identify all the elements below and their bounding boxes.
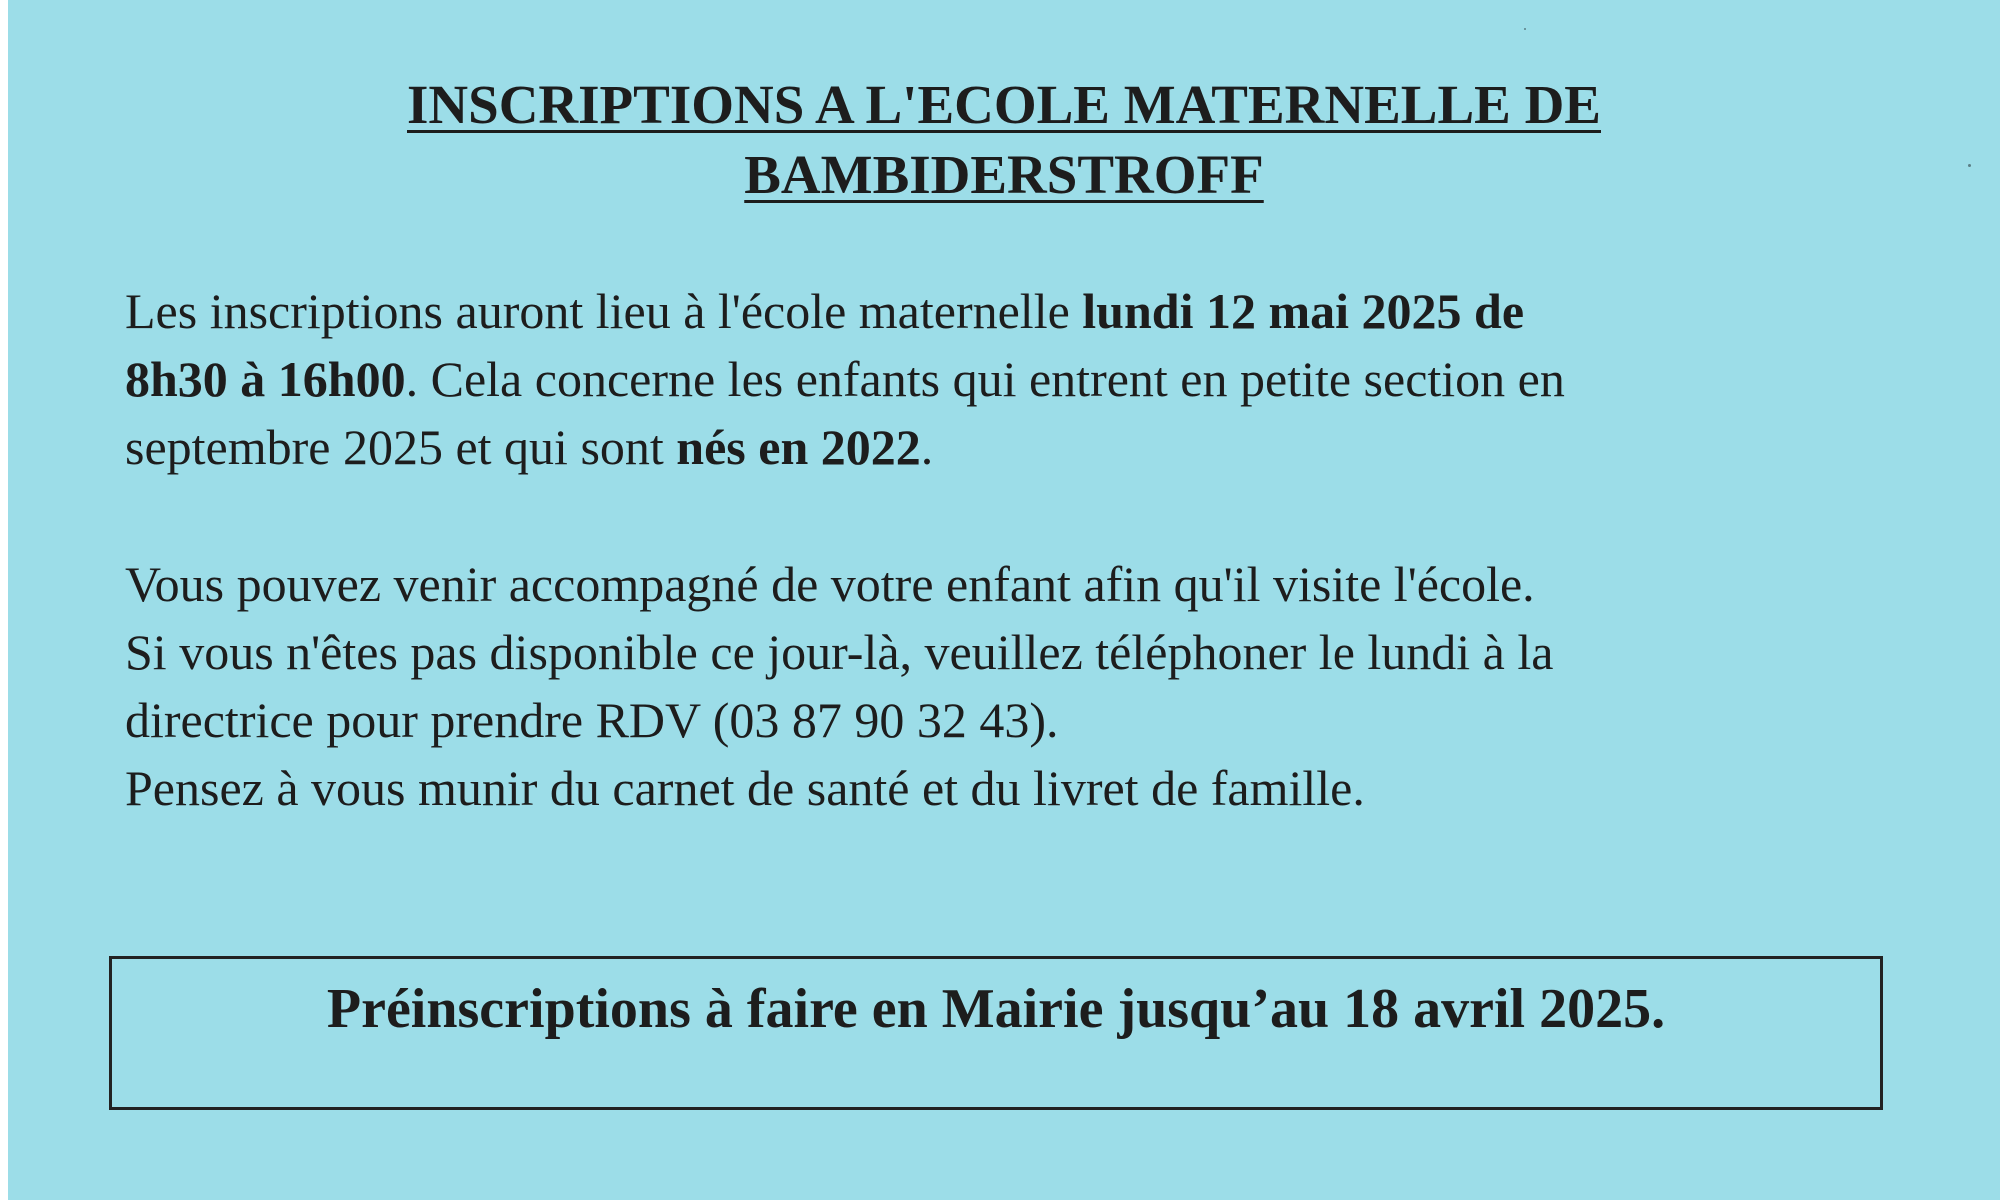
preregistration-box (109, 956, 1883, 1110)
paragraph1-text-1: Les inscriptions auront lieu à l'école maternelle (125, 283, 1083, 339)
paragraph1-text-2: . Cela concerne les enfants qui entrent en petite section en (405, 351, 1565, 407)
document-title (8, 70, 2000, 210)
title-line-2: BAMBIDERSTROFF (744, 144, 1264, 205)
title-line-1: INSCRIPTIONS A L'ECOLE MATERNELLE DE (407, 74, 1601, 135)
registration-hours: 8h30 à 16h00 (125, 351, 406, 407)
instructions-line-2: Si vous n'êtes pas disponible ce jour-là, veuillez téléphoner le lundi à la (125, 624, 1554, 680)
registration-details-paragraph (125, 277, 1925, 481)
registration-date: lundi 12 mai 2025 de (1082, 283, 1525, 339)
instructions-line-3: directrice pour prendre RDV (03 87 90 32 43). (125, 692, 1059, 748)
preregistration-notice: Préinscriptions à faire en Mairie jusqu’au 18 avril 2025. (326, 978, 1666, 1040)
instructions-paragraph (125, 550, 1925, 822)
paper-speck (1524, 28, 1526, 30)
paragraph1-text-3: septembre 2025 et qui sont (125, 419, 677, 475)
instructions-line-4: Pensez à vous munir du carnet de santé et du livret de famille. (125, 760, 1365, 816)
birth-year: nés en 2022 (676, 419, 921, 475)
instructions-line-1: Vous pouvez venir accompagné de votre enfant afin qu'il visite l'école. (125, 556, 1535, 612)
paragraph1-text-4: . (920, 419, 934, 475)
notice-paper (8, 0, 2000, 1200)
